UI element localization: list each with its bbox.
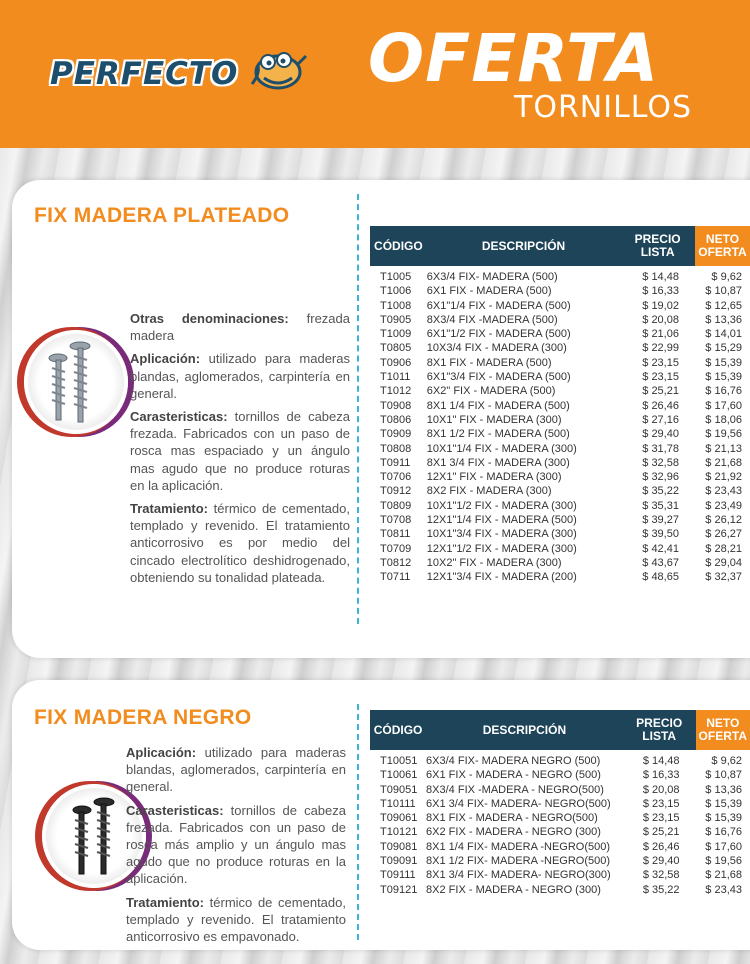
cell-description: 6X1"1/2 FIX - MADERA (500) [426, 328, 571, 341]
cell-code: T0905 [380, 313, 412, 326]
cell-offer-price: $ 9,62 [711, 755, 742, 767]
desc-text: frezada madera [130, 311, 350, 344]
desc-label: Otras denominaciones: [130, 311, 289, 326]
desc-label: Tratamiento: [126, 894, 205, 910]
table-row [370, 399, 750, 413]
cell-offer-price: $ 15,39 [705, 356, 742, 369]
cell-offer-price: $ 19,56 [705, 855, 742, 868]
cell-list-price: $ 23,15 [642, 797, 680, 810]
cell-list-price: $ 20,08 [642, 313, 679, 326]
cell-code: T0811 [380, 528, 411, 541]
cell-description: 6X1 FIX - MADERA (500) [426, 285, 552, 298]
desc-paragraph [130, 500, 350, 586]
cell-offer-price: $ 21,68 [705, 869, 742, 882]
cell-code: T0909 [380, 428, 412, 441]
cell-offer-price: $ 13,36 [705, 313, 742, 326]
cell-code: T0708 [380, 514, 412, 527]
desc-text: tornillos de cabeza frezada. Fabricados con un paso de rosca mas espaciado y un ángulo mas agudo que no produce roturas en la aplicación. [130, 409, 350, 493]
table-row [370, 768, 750, 782]
desc-label: Aplicación: [126, 745, 197, 760]
table-row [370, 556, 750, 570]
cell-list-price: $ 39,27 [642, 514, 679, 527]
cell-description: 6X1"1/4 FIX - MADERA (500) [426, 299, 571, 312]
desc-label: Aplicación: [130, 351, 201, 367]
table-row [370, 341, 750, 355]
cell-offer-price: $ 23,43 [705, 485, 742, 498]
cell-description: 8X3/4 FIX -MADERA (500) [426, 313, 558, 326]
cell-list-price: $ 23,15 [642, 371, 679, 384]
cell-list-price: $ 32,58 [642, 456, 679, 469]
cell-offer-price: $ 26,12 [705, 514, 742, 527]
screw-image-plateado [24, 330, 128, 434]
cell-description: 6X2 FIX - MADERA - NEGRO (300) [426, 826, 601, 839]
section-title: FIX MADERA PLATEADO [34, 204, 290, 227]
cell-list-price: $ 25,21 [642, 385, 679, 398]
price-table [370, 710, 750, 897]
cell-description: 8X2 FIX - MADERA - NEGRO (300) [426, 883, 601, 896]
cell-code: T09091 [380, 855, 418, 868]
cell-description: 6X1 FIX - MADERA - NEGRO (500) [426, 769, 601, 782]
cell-list-price: $ 19,02 [642, 299, 679, 312]
product-description [130, 310, 350, 592]
cell-offer-price: $ 28,21 [705, 542, 742, 555]
cell-offer-price: $ 21,68 [705, 456, 742, 469]
cell-offer-price: $ 21,13 [705, 442, 742, 455]
col-header-code: CÓDIGO [370, 710, 426, 750]
cell-offer-price: $ 15,39 [705, 371, 742, 384]
col-header-code: CÓDIGO [370, 226, 427, 266]
cell-code: T1011 [380, 371, 411, 384]
cell-list-price: $ 26,46 [642, 399, 679, 412]
col-header-neto: NETO OFERTA [695, 226, 750, 266]
cell-list-price: $ 14,48 [642, 271, 679, 283]
cell-code: T0911 [380, 456, 411, 469]
cell-offer-price: $ 29,04 [705, 556, 742, 569]
desc-label: Tratamiento: [130, 501, 209, 517]
cell-list-price: $ 29,40 [642, 855, 680, 868]
cell-list-price: $ 48,65 [642, 571, 679, 584]
desc-label: Carasteristicas: [126, 802, 224, 818]
cell-description: 12X1" FIX - MADERA (300) [426, 471, 562, 484]
col-header-desc: DESCRIPCIÓN [426, 710, 623, 750]
cell-code: T09111 [380, 869, 416, 882]
desc-paragraph [126, 744, 346, 796]
cell-code: T1005 [380, 271, 412, 283]
cell-offer-price: $ 10,87 [705, 769, 742, 782]
cell-list-price: $ 35,22 [642, 883, 680, 896]
cell-description: 6X1 3/4 FIX- MADERA- NEGRO(500) [426, 797, 611, 810]
cell-code: T09051 [380, 783, 418, 796]
table-row [370, 542, 750, 556]
cell-description: 10X1"1/4 FIX - MADERA (300) [426, 442, 577, 455]
desc-paragraph [130, 310, 350, 344]
cell-list-price: $ 16,33 [642, 285, 679, 298]
cell-code: T0805 [380, 342, 412, 355]
cell-description: 8X1 3/4 FIX - MADERA (300) [426, 456, 570, 469]
cell-code: T0812 [380, 556, 412, 569]
cell-code: T0912 [380, 485, 412, 498]
cell-list-price: $ 16,33 [642, 769, 680, 782]
col-header-price: PRECIO LISTA [620, 226, 695, 266]
cell-description: 12X1"3/4 FIX - MADERA (200) [426, 571, 577, 584]
section-title: FIX MADERA NEGRO [34, 706, 252, 729]
cell-code: T0709 [380, 542, 412, 555]
cell-offer-price: $ 12,65 [705, 299, 742, 312]
cell-description: 8X1 3/4 FIX- MADERA- NEGRO(300) [426, 869, 611, 882]
cell-list-price: $ 26,46 [642, 840, 680, 853]
cell-offer-price: $ 19,56 [705, 428, 742, 441]
cell-code: T0906 [380, 356, 412, 369]
desc-paragraph [126, 894, 346, 946]
product-card-plateado [12, 180, 750, 658]
cell-offer-price: $ 13,36 [705, 783, 742, 796]
cell-offer-price: $ 23,43 [705, 883, 742, 896]
cell-offer-price: $ 21,92 [705, 471, 742, 484]
table-row [370, 513, 750, 527]
cell-code: T1006 [380, 285, 412, 298]
cell-list-price: $ 22,99 [642, 342, 679, 355]
section-divider [357, 194, 359, 624]
cell-list-price: $ 42,41 [642, 542, 679, 555]
table-row [370, 484, 750, 498]
table-row [370, 442, 750, 456]
table-row [370, 413, 750, 427]
cell-description: 6X2" FIX - MADERA (500) [426, 385, 556, 398]
cell-list-price: $ 29,40 [642, 428, 679, 441]
brand-logo: PERFECTO [50, 56, 239, 92]
product-description [126, 744, 346, 951]
cell-code: T10111 [380, 797, 416, 810]
cell-code: T10121 [380, 826, 418, 839]
col-header-neto: NETO OFERTA [696, 710, 750, 750]
desc-text: tornillos de cabeza frezada. Fabricados con un paso de rosca más amplio y un ángulo mas agudo que no produce roturas en la aplicación. [126, 802, 346, 887]
desc-text: utilizado para maderas blandas, aglomerados, carpintería en general. [126, 745, 346, 795]
cell-list-price: $ 25,21 [642, 826, 680, 839]
cell-list-price: $ 31,78 [642, 442, 679, 455]
desc-text: térmico de cementado, templado y revenido. El tratamiento anticorrosivo es por medio del cincado electrolítico deshidrogenado, obteniendo su tonalidad plateada. [130, 501, 350, 585]
cell-list-price: $ 20,08 [642, 783, 680, 796]
cell-offer-price: $ 15,39 [705, 812, 742, 825]
table-row [370, 370, 750, 384]
cell-code: T09081 [380, 840, 418, 853]
table-row [370, 750, 750, 768]
cell-code: T0809 [380, 499, 412, 512]
price-table [370, 226, 750, 585]
table-row [370, 356, 750, 370]
cell-description: 12X1"1/4 FIX - MADERA (500) [426, 514, 577, 527]
table-row [370, 783, 750, 797]
cell-offer-price: $ 32,37 [705, 571, 742, 584]
offer-title: OFERTA [368, 20, 660, 97]
cell-offer-price: $ 14,01 [705, 328, 742, 341]
desc-paragraph [130, 350, 350, 402]
cell-list-price: $ 35,22 [642, 485, 679, 498]
desc-text: térmico de cementado, templado y revenido. El tratamiento anticorrosivo es empavonado. [126, 894, 346, 945]
cell-offer-price: $ 17,60 [705, 399, 742, 412]
cell-description: 10X1"1/2 FIX - MADERA (300) [426, 499, 577, 512]
cell-description: 10X3/4 FIX - MADERA (300) [426, 342, 567, 355]
col-header-price: PRECIO LISTA [623, 710, 696, 750]
cell-description: 12X1"1/2 FIX - MADERA (300) [426, 542, 577, 555]
mascot-icon [246, 44, 308, 94]
desc-label: Carasteristicas: [130, 409, 228, 425]
cell-list-price: $ 35,31 [642, 499, 679, 512]
offer-subtitle: TORNILLOS [514, 90, 693, 125]
cell-code: T0808 [380, 442, 412, 455]
cell-offer-price: $ 15,39 [705, 797, 742, 810]
table-row [370, 456, 750, 470]
col-header-desc: DESCRIPCIÓN [427, 226, 620, 266]
cell-code: T0908 [380, 399, 412, 412]
cell-description: 8X1 1/2 FIX- MADERA -NEGRO(500) [426, 855, 611, 868]
cell-code: T0806 [380, 413, 412, 426]
cell-offer-price: $ 15,29 [705, 342, 742, 355]
section-divider [357, 704, 359, 940]
cell-code: T1012 [380, 385, 412, 398]
cell-list-price: $ 27,16 [642, 413, 679, 426]
table-row [370, 327, 750, 341]
cell-description: 6X3/4 FIX- MADERA NEGRO (500) [426, 755, 601, 767]
cell-code: T10051 [380, 755, 418, 767]
cell-list-price: $ 39,50 [642, 528, 679, 541]
cell-description: 8X1 1/2 FIX - MADERA (500) [426, 428, 570, 441]
cell-offer-price: $ 26,27 [705, 528, 742, 541]
table-row [370, 570, 750, 584]
cell-code: T0711 [380, 571, 411, 584]
cell-description: 8X1 1/4 FIX - MADERA (500) [426, 399, 570, 412]
table-row [370, 384, 750, 398]
cell-description: 10X1"3/4 FIX - MADERA (300) [426, 528, 577, 541]
table-row [370, 499, 750, 513]
header-banner [0, 0, 750, 148]
table-row [370, 868, 750, 882]
desc-text: utilizado para maderas blandas, aglomerados, carpintería en general. [130, 351, 350, 401]
cell-description: 8X1 FIX - MADERA (500) [426, 356, 552, 369]
cell-code: T09061 [380, 812, 418, 825]
cell-description: 8X1 FIX - MADERA - NEGRO(500) [426, 812, 598, 825]
table-row [370, 811, 750, 825]
cell-offer-price: $ 16,76 [705, 385, 742, 398]
product-card-negro [12, 680, 750, 950]
cell-code: T0706 [380, 471, 412, 484]
cell-offer-price: $ 16,76 [705, 826, 742, 839]
cell-description: 8X2 FIX - MADERA (300) [426, 485, 552, 498]
cell-description: 10X2" FIX - MADERA (300) [426, 556, 562, 569]
cell-list-price: $ 32,96 [642, 471, 679, 484]
table-row [370, 883, 750, 897]
cell-description: 10X1" FIX - MADERA (300) [426, 413, 562, 426]
table-row [370, 313, 750, 327]
table-row [370, 427, 750, 441]
table-row [370, 840, 750, 854]
table-row [370, 284, 750, 298]
cell-offer-price: $ 10,87 [705, 285, 742, 298]
cell-offer-price: $ 17,60 [705, 840, 742, 853]
cell-code: T1008 [380, 299, 412, 312]
cell-list-price: $ 23,15 [642, 356, 679, 369]
cell-description: 8X3/4 FIX -MADERA - NEGRO(500) [426, 783, 604, 796]
cell-code: T09121 [380, 883, 418, 896]
cell-list-price: $ 21,06 [642, 328, 679, 341]
cell-list-price: $ 23,15 [642, 812, 680, 825]
table-row [370, 797, 750, 811]
silver-screw-icon [28, 334, 124, 430]
table-row [370, 854, 750, 868]
cell-description: 6X1"3/4 FIX - MADERA (500) [426, 371, 571, 384]
cell-code: T1009 [380, 328, 412, 341]
cell-list-price: $ 14,48 [642, 755, 680, 767]
cell-offer-price: $ 18,06 [705, 413, 742, 426]
cell-offer-price: $ 9,62 [711, 271, 742, 283]
cell-description: 6X3/4 FIX- MADERA (500) [426, 271, 558, 283]
cell-list-price: $ 32,58 [642, 869, 680, 882]
table-row [370, 470, 750, 484]
table-row [370, 266, 750, 284]
table-row [370, 299, 750, 313]
cell-description: 8X1 1/4 FIX- MADERA -NEGRO(500) [426, 840, 611, 853]
table-row [370, 825, 750, 839]
desc-paragraph [130, 408, 350, 494]
cell-list-price: $ 43,67 [642, 556, 679, 569]
table-row [370, 527, 750, 541]
cell-offer-price: $ 23,49 [705, 499, 742, 512]
cell-code: T10061 [380, 769, 418, 782]
desc-paragraph [126, 802, 346, 888]
